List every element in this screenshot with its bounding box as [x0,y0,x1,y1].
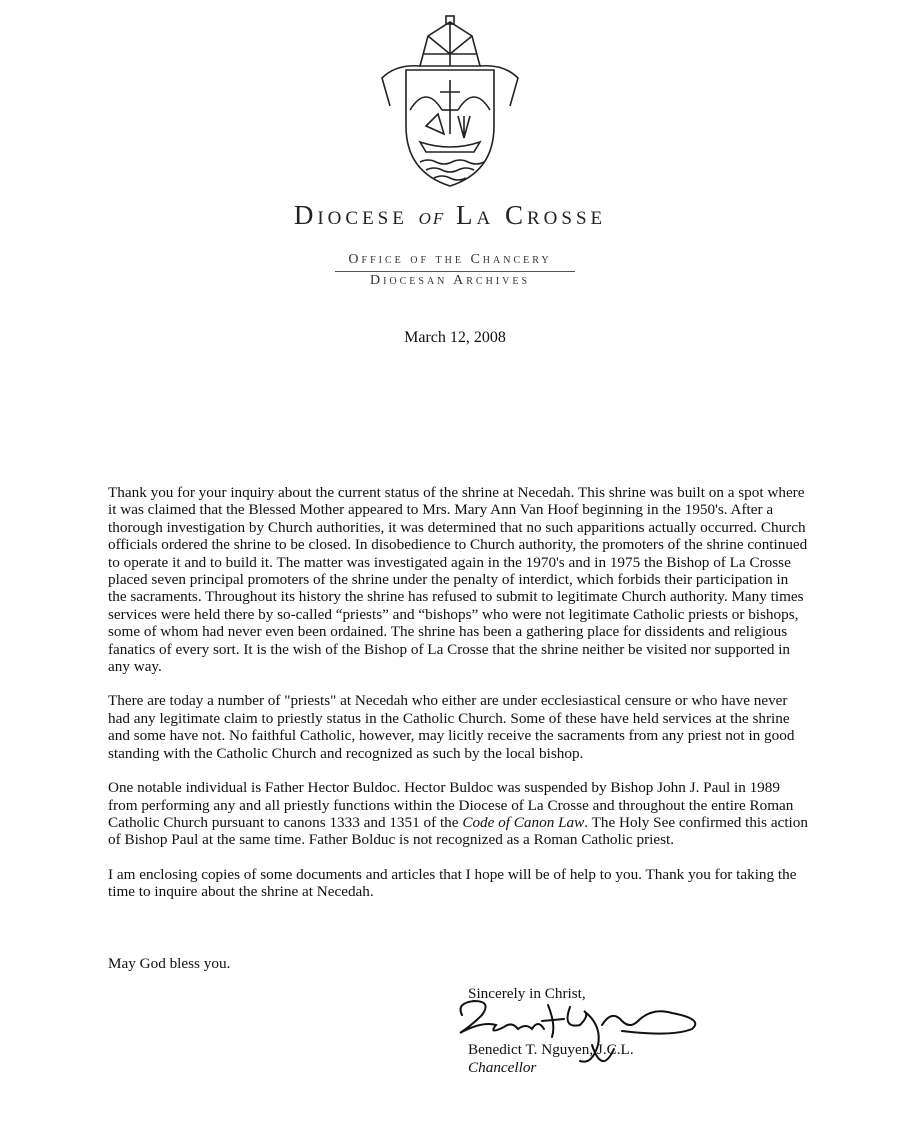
paragraph-text: . The Holy See confirmed this action of Bishop Paul at the same time. Father Bolduc is not recognized as a Roman Catholic priest. [108,813,808,849]
body-paragraph [108,692,808,762]
organization-name [0,200,900,231]
diocese-seal-icon [376,14,524,192]
letter-date: March 12, 2008 [404,329,506,346]
closing-line: May God bless you. [108,955,231,972]
paragraph-text: There are today a number of "priests" at Necedah who either are under ecclesiastical censure or who have never had any legitimate claim to priestly status in the Catholic Church. Some of these have held services at the shrine and some have not. No faithful Catholic, however, may licitly receive the sacraments from any priest not in good standing with the Catholic Church and recognized as such by the local bishop. [108,692,795,762]
signer-name: Benedict T. Nguyen, J.C.L. [468,1041,634,1058]
office-name: Office of the Chancery [348,252,552,267]
org-name-of: of [418,204,446,230]
valediction: Sincerely in Christ, [468,985,586,1002]
italic-citation: Code of Canon Law [462,813,585,831]
body-paragraph [108,484,808,675]
body-paragraph [108,866,808,901]
org-name-part-1: Diocese [293,200,408,230]
letter-body [108,484,808,918]
signer-title: Chancellor [468,1059,537,1076]
paragraph-text: Thank you for your inquiry about the current status of the shrine at Necedah. This shrine was built on a spot where it was claimed that the Blessed Mother appeared to Mrs. Mary Ann Van Hoof beginning in the 1950's. After a thorough investigation by Church authorities, it was determined that no such apparitions actually occurred. Church officials ordered the shrine to be closed. In disobedience to Church authority, the promoters of the shrine continued to operate it and to build it. The matter was investigated again in the 1970's and in 1975 the Bishop of La Crosse placed seven principal promoters of the shrine under the penalty of interdict, which forbids their participation in the sacraments. Throughout its history the shrine has refused to submit to legitimate Church authority. Many times services were held there by so-called “priests” and “bishops” who were not legitimate Catholic priests or bishops, some of whom had never even been ordained. The shrine has been a gathering place for dissidents and religious fanatics of every sort. It is the wish of the Bishop of La Crosse that the shrine neither be visited nor supported in any way. [108,484,808,676]
org-name-part-2: La Crosse [456,200,607,230]
archives-name: Diocesan Archives [369,273,531,288]
handwritten-signature-icon [452,985,712,1075]
body-paragraph [108,779,808,849]
paragraph-text: I am enclosing copies of some documents and articles that I hope will be of help to you. Thank you for taking the time to inquire about the shrine at Necedah. [108,865,797,901]
letterhead-divider [335,271,575,272]
paragraph-text: One notable individual is Father Hector Buldoc. Hector Buldoc was suspended by Bishop John J. Paul in 1989 from performing any and all priestly functions within the Diocese of La Crosse and throughout the entire Roman Catholic Church pursuant to canons 1333 and 1351 of the [108,779,794,831]
